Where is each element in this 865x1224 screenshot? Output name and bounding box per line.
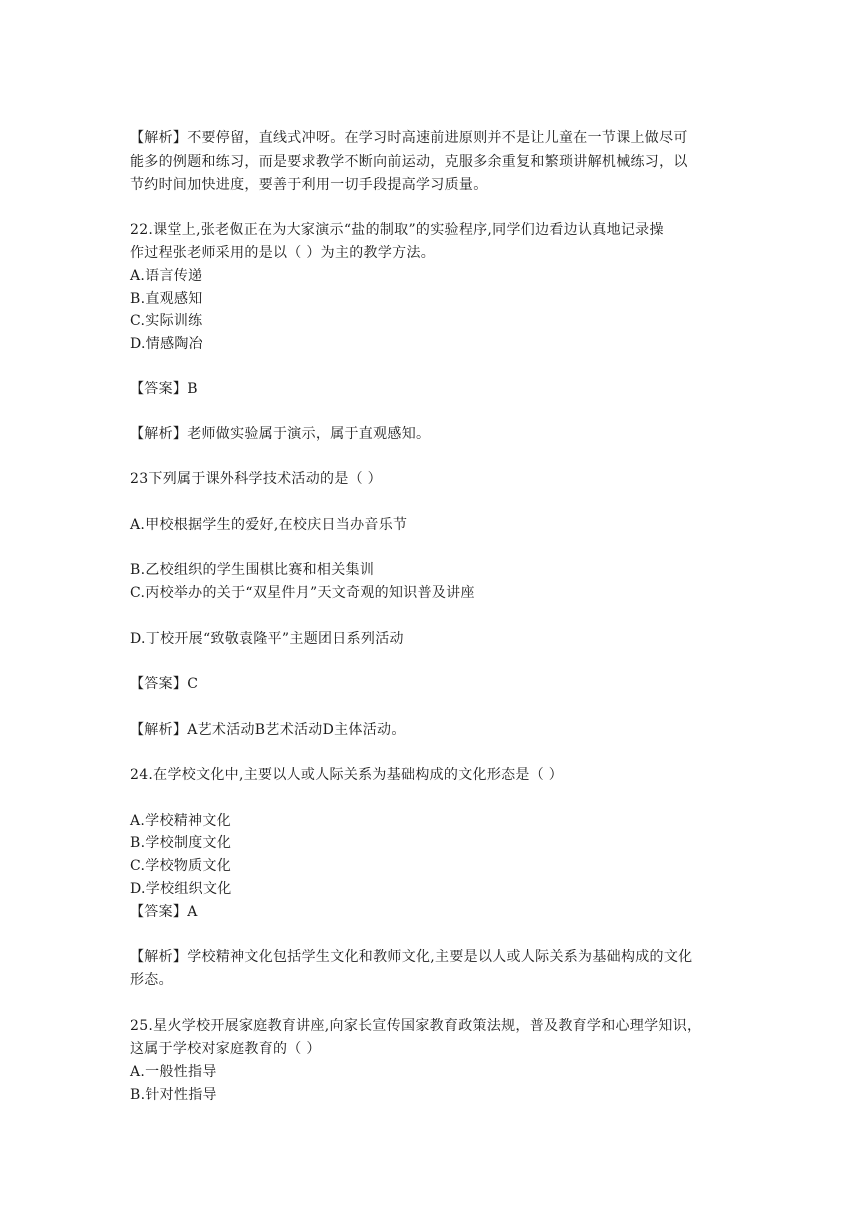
question-25-option-b: B.针对性指导 [130,1087,217,1103]
explanation-23: 【解析】A艺术活动B艺术活动D主体活动。 [130,722,406,738]
explanation-24-line-2: 形态。 [130,972,173,988]
question-23-option-d: D.丁校开展“致敬袁隆平”主题团日系列活动 [130,631,404,647]
question-23-option-b: B.乙校组织的学生围棋比赛和相关集训 [130,562,375,578]
explanation-21-line-1: 【解析】不要停留，直线式冲呀。在学习时高速前进原则并不是让儿童在一节课上做尽可 [130,130,688,146]
question-24-option-c: C.学校物质文化 [130,858,232,874]
answer-22: 【答案】B [130,381,198,397]
answer-24: 【答案】A [130,904,198,920]
question-25-line-1: 25.星火学校开展家庭教育讲座,向家长宣传国家教育政策法规，普及教育学和心理学知识， [130,1018,702,1034]
answer-23: 【答案】C [130,676,199,692]
question-22-option-a: A.语言传递 [130,268,203,284]
question-22-line-1: 22.课堂上,张老伮正在为大家演示“盐的制取”的实验程序,同学们边看边认真地记录操 [130,222,664,238]
question-24-option-d: D.学校组织文化 [130,881,232,897]
question-22-option-d: D.情感陶冶 [130,336,203,352]
question-24-option-a: A.学校精神文化 [130,813,231,829]
question-25-line-2: 这属于学校对家庭教育的（ ） [130,1041,321,1057]
explanation-22: 【解析】老师做实验属于演示，属于直观感知。 [130,426,431,442]
question-22-option-b: B.直观感知 [130,291,203,307]
question-24-option-b: B.学校制度文化 [130,835,232,851]
question-25-option-a: A.一般性指导 [130,1064,217,1080]
explanation-21-line-2: 能多的例题和练习，而是要求教学不断向前运动，克服多余重复和繁琐讲解机械练习，以 [130,154,688,170]
question-24: 24.在学校文化中,主要以人或人际关系为基础构成的文化形态是（ ） [130,767,564,783]
explanation-24-line-1: 【解析】学校精神文化包括学生文化和教师文化,主要是以人或人际关系为基础构成的文化 [130,949,693,965]
explanation-21-line-3: 节约时间加快进度，要善于利用一切手段提高学习质量。 [130,177,488,193]
question-23-option-c: C.丙校举办的关于“双星件月”天文奇观的知识普及讲座 [130,585,475,601]
question-22-line-2: 作过程张老师采用的是以（ ）为主的教学方法。 [130,245,436,261]
question-22-option-c: C.实际训练 [130,313,203,329]
question-23-option-a: A.甲校根据学生的爱好,在校庆日当办音乐节 [130,517,408,533]
question-23: 23下列属于课外科学技术活动的是（ ） [130,471,382,487]
